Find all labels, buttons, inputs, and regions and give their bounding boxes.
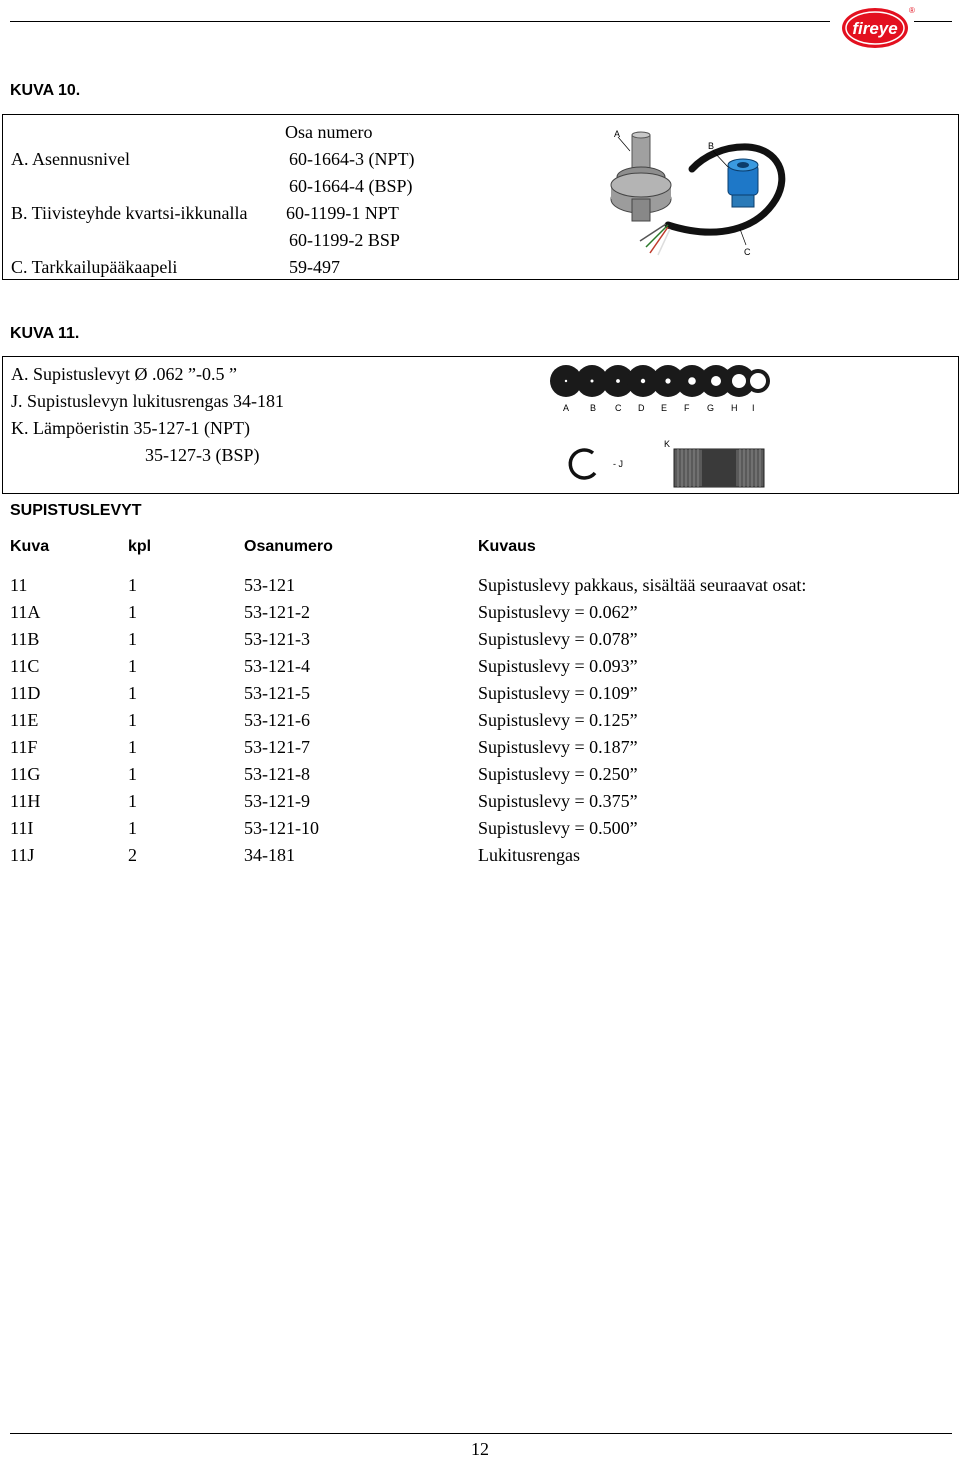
kuva10-line-a-num: 60-1664-3 (NPT) <box>289 149 415 169</box>
heat-insulator-illustration <box>658 437 770 489</box>
disc-label-b: B <box>590 403 597 413</box>
scanner-parts-illustration <box>608 129 798 265</box>
table-header <box>10 538 910 562</box>
kuva10-label-a: A <box>614 129 621 139</box>
table-row <box>10 680 910 707</box>
col-header-osanumero: Osanumero <box>244 538 333 555</box>
orifice-discs-illustration <box>549 363 771 419</box>
cell-kpl: 1 <box>128 656 137 676</box>
cell-kpl: 1 <box>128 602 137 622</box>
cell-kuvaus: Supistuslevy = 0.500” <box>478 818 638 838</box>
table-row <box>10 842 910 869</box>
table-row <box>10 626 910 653</box>
disc-label-a: A <box>563 403 570 413</box>
cell-kuvaus: Supistuslevy pakkaus, sisältää seuraavat osat: <box>478 575 807 595</box>
cell-kuva: 11 <box>10 575 28 595</box>
cell-kuva: 11H <box>10 791 41 811</box>
kuva11-line-a: A. Supistuslevyt Ø .062 ”-0.5 ” <box>11 364 237 384</box>
cell-kuvaus: Supistuslevy = 0.375” <box>478 791 638 811</box>
kuva11-title: KUVA 11. <box>10 325 80 342</box>
cell-kpl: 1 <box>128 629 137 649</box>
cell-kpl: 1 <box>128 710 137 730</box>
cell-osanumero: 53-121-5 <box>244 683 310 703</box>
cell-kuvaus: Supistuslevy = 0.093” <box>478 656 638 676</box>
cell-osanumero: 53-121-9 <box>244 791 310 811</box>
retaining-ring-illustration <box>563 445 633 485</box>
cell-kuva: 11I <box>10 818 34 838</box>
disc-label-e: E <box>661 403 668 413</box>
kuva11-line-j: J. Supistuslevyn lukitusrengas 34-181 <box>11 391 284 411</box>
logo-text: fireye <box>852 19 898 38</box>
cell-kuva: 11C <box>10 656 40 676</box>
fireye-logo <box>838 4 916 50</box>
ring-label-j: - J <box>613 459 623 469</box>
disc-label-h: H <box>731 403 738 413</box>
cell-kpl: 1 <box>128 737 137 757</box>
table-row <box>10 734 910 761</box>
disc-label-f: F <box>684 403 690 413</box>
kuva10-part-number-header: Osa numero <box>285 122 373 142</box>
cell-kuva: 11F <box>10 737 38 757</box>
footer-rule <box>10 1433 952 1434</box>
cell-kuvaus: Supistuslevy = 0.125” <box>478 710 638 730</box>
col-header-kuva: Kuva <box>10 538 50 555</box>
cell-kpl: 2 <box>128 845 137 865</box>
logo-registered: ® <box>909 6 915 15</box>
cell-kuva: 11J <box>10 845 35 865</box>
table-row <box>10 572 910 599</box>
table-row <box>10 761 910 788</box>
kuva10-line-a-desc: A. Asennusnivel <box>11 149 130 169</box>
cell-kuva: 11A <box>10 602 41 622</box>
table-row <box>10 707 910 734</box>
disc-label-i: I <box>752 403 755 413</box>
kuva11-line-k2: 35-127-3 (BSP) <box>145 445 260 465</box>
table-row <box>10 653 910 680</box>
cell-osanumero: 53-121-7 <box>244 737 310 757</box>
nipple-label-k: K <box>664 439 671 449</box>
cell-osanumero: 53-121-6 <box>244 710 310 730</box>
kuva10-line-a2-num: 60-1664-4 (BSP) <box>289 176 413 196</box>
kuva10-line-b2-num: 60-1199-2 BSP <box>289 230 400 250</box>
cell-osanumero: 53-121-2 <box>244 602 310 622</box>
disc-label-g: G <box>707 403 715 413</box>
kuva10-label-c: C <box>744 247 751 257</box>
disc-label-d: D <box>638 403 645 413</box>
page-number: 12 <box>471 1439 489 1459</box>
cell-osanumero: 53-121-8 <box>244 764 310 784</box>
kuva10-line-c-desc: C. Tarkkailupääkaapeli <box>11 257 178 277</box>
cell-osanumero: 34-181 <box>244 845 295 865</box>
cell-kuva: 11E <box>10 710 39 730</box>
disc-label-c: C <box>615 403 622 413</box>
kuva10-title: KUVA 10. <box>10 82 81 99</box>
header-rule-right <box>914 21 952 22</box>
cell-kuvaus: Supistuslevy = 0.250” <box>478 764 638 784</box>
kuva10-line-c-num: 59-497 <box>289 257 340 277</box>
kuva11-box <box>2 356 959 494</box>
cell-osanumero: 53-121-10 <box>244 818 319 838</box>
col-header-kpl: kpl <box>128 538 152 555</box>
cell-kpl: 1 <box>128 791 137 811</box>
cell-kuva: 11D <box>10 683 41 703</box>
cell-kuvaus: Lukitusrengas <box>478 845 580 865</box>
cell-kuvaus: Supistuslevy = 0.187” <box>478 737 638 757</box>
kuva10-line-b-desc: B. Tiivisteyhde kvartsi-ikkunalla <box>11 203 248 223</box>
cell-kpl: 1 <box>128 818 137 838</box>
table-row <box>10 599 910 626</box>
cell-kuvaus: Supistuslevy = 0.109” <box>478 683 638 703</box>
table-row <box>10 788 910 815</box>
col-header-kuvaus: Kuvaus <box>478 538 536 555</box>
kuva10-label-b: B <box>708 141 715 151</box>
cell-kpl: 1 <box>128 683 137 703</box>
kuva11-line-k: K. Lämpöeristin 35-127-1 (NPT) <box>11 418 250 438</box>
kuva10-box <box>2 114 959 280</box>
cell-kuvaus: Supistuslevy = 0.078” <box>478 629 638 649</box>
table-title: SUPISTUSLEVYT <box>10 502 142 519</box>
cell-kuvaus: Supistuslevy = 0.062” <box>478 602 638 622</box>
cell-osanumero: 53-121-3 <box>244 629 310 649</box>
cell-kpl: 1 <box>128 575 137 595</box>
cell-kuva: 11B <box>10 629 40 649</box>
cell-osanumero: 53-121-4 <box>244 656 310 676</box>
table-row <box>10 815 910 842</box>
cell-kpl: 1 <box>128 764 137 784</box>
cell-osanumero: 53-121 <box>244 575 295 595</box>
cell-kuva: 11G <box>10 764 41 784</box>
kuva10-line-b-num: 60-1199-1 NPT <box>286 203 399 223</box>
header-rule <box>10 21 830 22</box>
